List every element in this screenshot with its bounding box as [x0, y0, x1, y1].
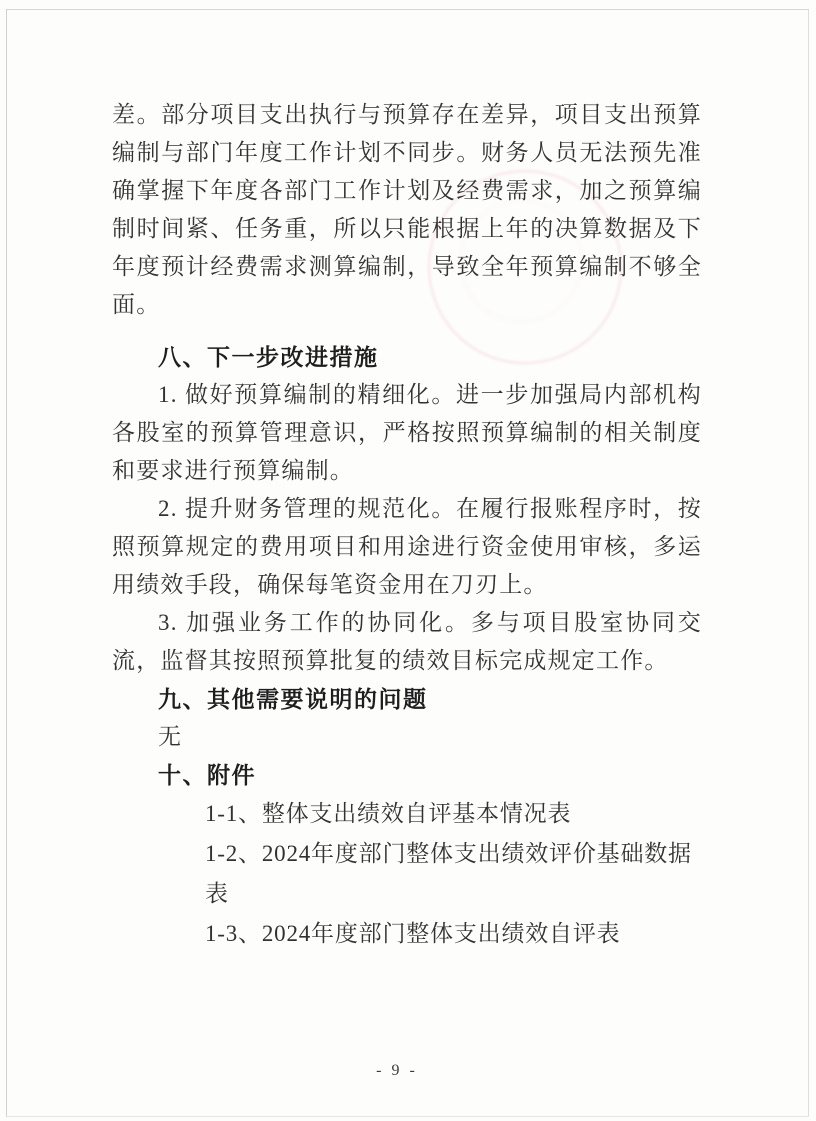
measure-paragraph-1: 1. 做好预算编制的精细化。进一步加强局内部机构各股室的预算管理意识，严格按照预算编制的相关制度和要求进行预算编制。 — [112, 382, 702, 483]
page-footer — [0, 1062, 816, 1080]
continuation-paragraph: 差。部分项目支出执行与预算存在差异，项目支出预算编制与部门年度工作计划不同步。财务人员无法预先准确掌握下年度各部门工作计划及经费需求，加之预算编制时间紧、任务重，所以只能根据上年的决算数据及下年度预计经费需求测算编制，导致全年预算编制不够全面。 — [112, 102, 702, 317]
measure-paragraph-2: 2. 提升财务管理的规范化。在履行报账程序时，按照预算规定的费用项目和用途进行资金使用审核，多运用绩效手段，确保每笔资金用在刀刃上。 — [112, 496, 702, 597]
other-issues-answer: 无 — [158, 724, 183, 749]
attachment-item-1: 1-1、整体支出绩效自评基本情况表 — [205, 801, 572, 826]
document-body — [112, 96, 702, 954]
section-heading-attachments: 十、附件 — [158, 762, 256, 788]
page-number: - 9 - — [376, 1062, 418, 1079]
attachment-item-3: 1-3、2024年度部门整体支出绩效自评表 — [205, 921, 621, 946]
section-heading-next-step-measures: 八、下一步改进措施 — [158, 344, 379, 370]
measure-paragraph-3: 3. 加强业务工作的协同化。多与项目股室协同交流，监督其按照预算批复的绩效目标完成规定工作。 — [112, 610, 702, 673]
attachment-list — [112, 794, 702, 954]
attachment-item-2: 1-2、2024年度部门整体支出绩效评价基础数据表 — [205, 841, 692, 906]
section-heading-other-issues: 九、其他需要说明的问题 — [158, 686, 428, 712]
